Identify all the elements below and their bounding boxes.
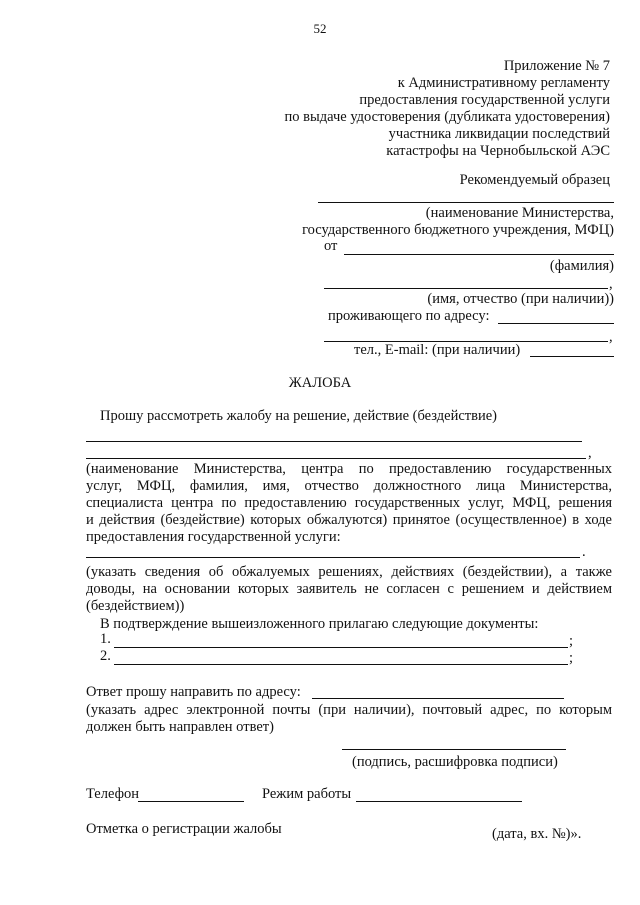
hint-line: услуг, МФЦ, фамилия, имя, отчество должностного лица Министерства, bbox=[86, 478, 612, 494]
address-line[interactable] bbox=[498, 323, 614, 324]
appendix-line: предоставления государственной услуги bbox=[359, 92, 610, 108]
reply-hint-line: должен быть направлен ответ) bbox=[86, 719, 274, 735]
details-hint-line: (указать сведения об обжалуемых решениях, действиях (бездействии), а также bbox=[86, 564, 612, 580]
reply-address-line[interactable] bbox=[312, 698, 564, 699]
details-hint-line: (бездействием)) bbox=[86, 598, 185, 614]
complaint-subject-line[interactable] bbox=[86, 441, 582, 442]
phone-line[interactable] bbox=[138, 801, 244, 802]
attachment-number: 1. bbox=[100, 631, 111, 647]
decision-details-line[interactable] bbox=[86, 557, 580, 558]
semicolon: ; bbox=[569, 650, 574, 666]
signature-line[interactable] bbox=[342, 749, 566, 750]
appendix-line: катастрофы на Чернобыльской АЭС bbox=[386, 143, 610, 159]
appendix-title: Приложение № 7 bbox=[503, 58, 610, 74]
appendix-line: участника ликвидации последствий bbox=[388, 126, 610, 142]
comma: , bbox=[588, 445, 592, 461]
phone-email-line[interactable] bbox=[530, 356, 614, 357]
hint-line: предоставления государственной услуги: bbox=[86, 529, 341, 545]
comma: , bbox=[609, 276, 613, 292]
hint-line: (наименование Министерства, центра по предоставлению государственных bbox=[86, 461, 612, 477]
document-heading: ЖАЛОБА bbox=[288, 375, 352, 391]
from-label: от bbox=[324, 238, 338, 254]
recommended-sample-label: Рекомендуемый образец bbox=[459, 172, 610, 188]
attachment-line-2[interactable] bbox=[114, 664, 568, 665]
work-hours-line[interactable] bbox=[356, 801, 522, 802]
date-incoming-number-label: (дата, вх. №)». bbox=[492, 826, 582, 842]
ministry-hint: государственного бюджетного учреждения, МФЦ) bbox=[302, 222, 614, 238]
signature-hint: (подпись, расшифровка подписи) bbox=[352, 754, 558, 770]
request-text: Прошу рассмотреть жалобу на решение, действие (бездействие) bbox=[100, 408, 497, 424]
phone-email-label: тел., E-mail: (при наличии) bbox=[354, 342, 521, 358]
residing-label: проживающего по адресу: bbox=[328, 308, 490, 324]
hint-line: специалиста центра по предоставлению государственных услуг, МФЦ, решения bbox=[86, 495, 612, 511]
attachments-intro: В подтверждение вышеизложенного прилагаю следующие документы: bbox=[100, 616, 539, 632]
reply-hint-line: (указать адрес электронной почты (при наличии), почтовый адрес, по которым bbox=[86, 702, 612, 718]
appendix-line: по выдаче удостоверения (дубликата удостоверения) bbox=[284, 109, 610, 125]
period: . bbox=[582, 544, 586, 560]
hint-line: и действия (бездействие) которых обжалуются) принятое (осуществленное) в ходе bbox=[86, 512, 612, 528]
name-hint: (имя, отчество (при наличии)) bbox=[427, 291, 614, 307]
work-hours-label: Режим работы bbox=[262, 786, 352, 802]
ministry-name-line[interactable] bbox=[318, 202, 614, 203]
reply-address-label: Ответ прошу направить по адресу: bbox=[86, 684, 301, 700]
phone-label: Телефон bbox=[86, 786, 139, 802]
attachment-line-1[interactable] bbox=[114, 647, 568, 648]
semicolon: ; bbox=[569, 633, 574, 649]
from-line[interactable] bbox=[344, 254, 614, 255]
surname-hint: (фамилия) bbox=[549, 258, 614, 274]
page-number: 52 bbox=[313, 21, 327, 36]
details-hint-line: доводы, на основании которых заявитель не согласен с решением и действием bbox=[86, 581, 612, 597]
attachment-number: 2. bbox=[100, 648, 111, 664]
appendix-line: к Административному регламенту bbox=[397, 75, 610, 91]
comma: , bbox=[609, 329, 613, 345]
name-line[interactable] bbox=[324, 288, 608, 289]
registration-mark-label: Отметка о регистрации жалобы bbox=[86, 821, 282, 837]
complaint-subject-line-2[interactable] bbox=[86, 458, 586, 459]
ministry-hint: (наименование Министерства, bbox=[425, 205, 614, 221]
